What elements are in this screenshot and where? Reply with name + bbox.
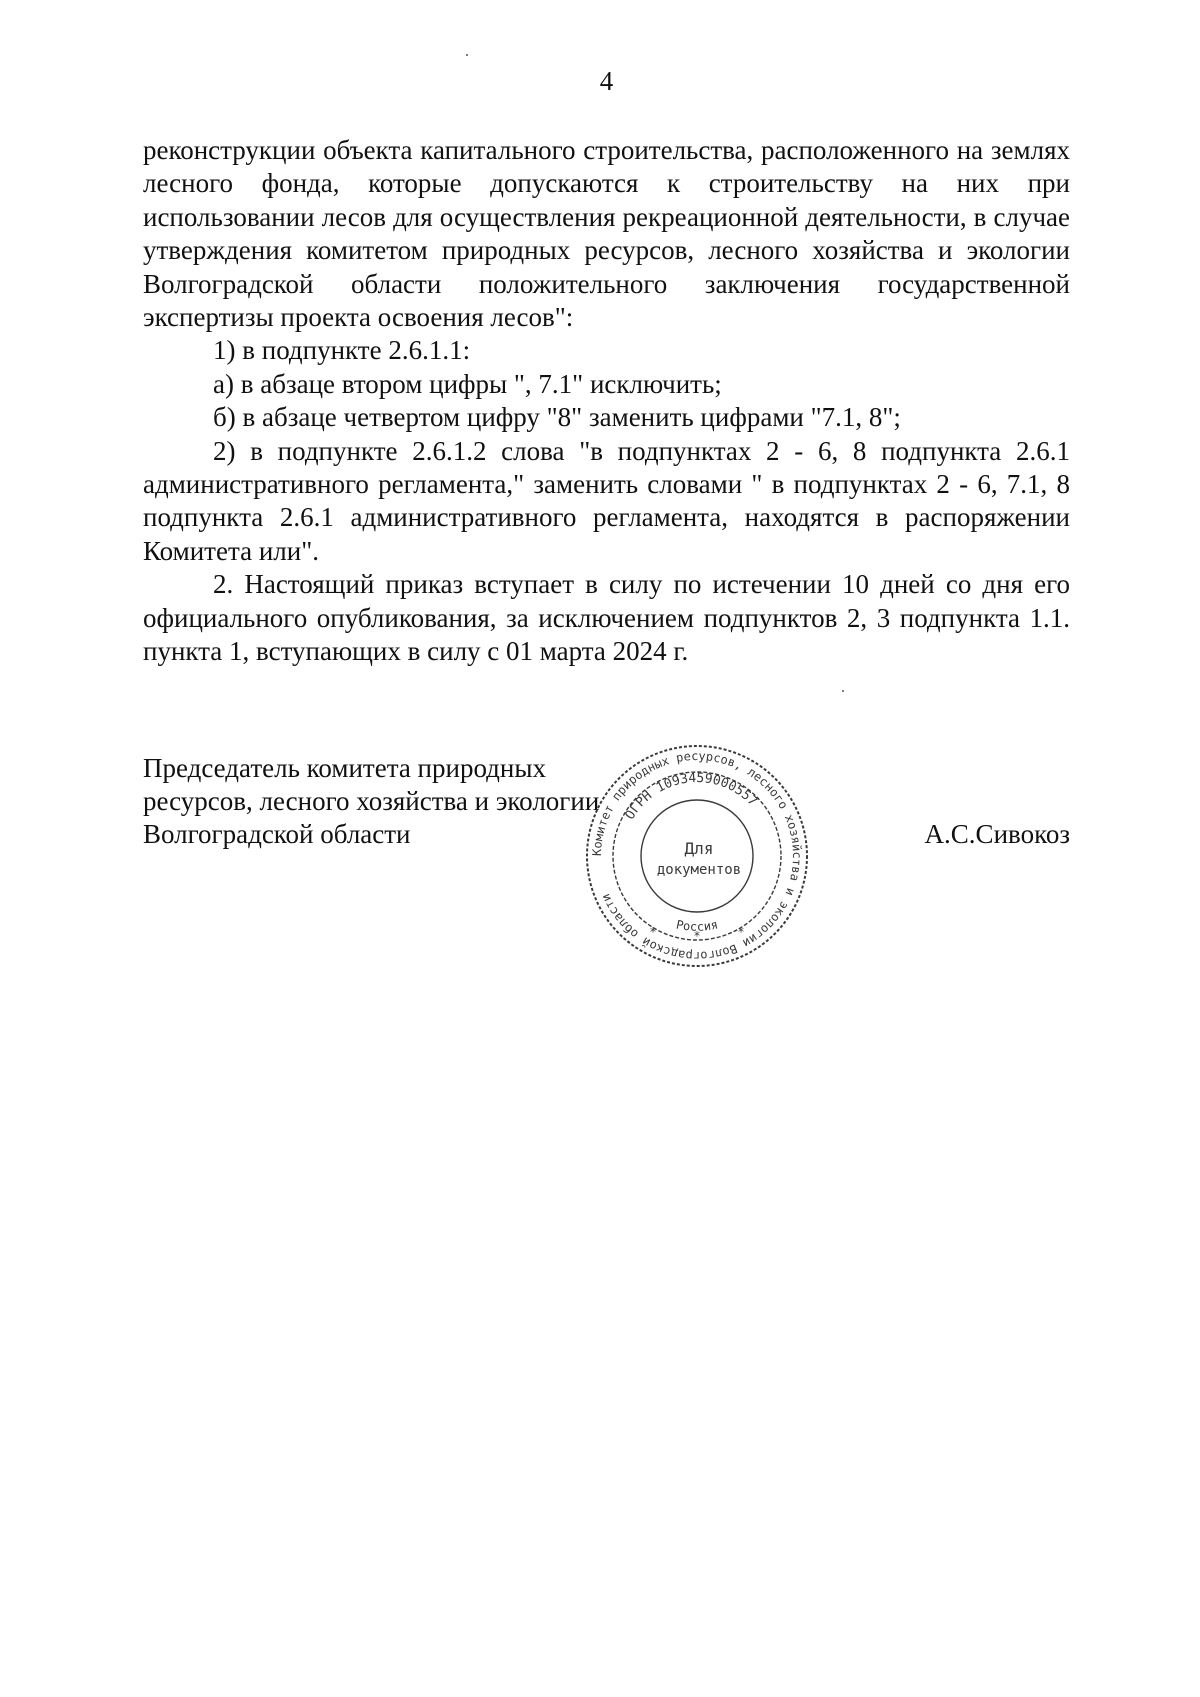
- signatory-title-line: Председатель комитета природных: [143, 753, 547, 783]
- paragraph-subitem-1: 1) в подпункте 2.6.1.1:: [213, 335, 471, 366]
- paragraph-subitem-2: 2) в подпункте 2.6.1.2 слова "в подпунктах 2 - 6, 8 подпункта 2.6.1 административного регламента," заменить словами " в подпунктах 2 - 6, 7.1, 8 подпункта 2.6.1 административного регламента, находятся в распоряжении Комитета или".: [143, 435, 1070, 566]
- page-number: 4: [599, 66, 614, 96]
- signatory-title-line: Волгоградской области: [143, 819, 411, 849]
- paragraph-item-2: 2. Настоящий приказ вступает в силу по истечении 10 дней со дня его официального опубликования, за исключением подпунктов 2, 3 подпункта 1.1. пункта 1, вступающих в силу с 01 марта 2024 г.: [143, 569, 1070, 667]
- stamp-ogrn-text: ОГРН 1093459000557: [622, 770, 760, 823]
- stamp-bottom-text: Россия: [674, 917, 720, 934]
- signatory-name: А.С.Сивокоз: [924, 819, 1070, 849]
- official-stamp: [583, 742, 811, 970]
- star-icon: *: [694, 929, 700, 943]
- stamp-center-line-1: Для: [684, 839, 714, 858]
- star-icon: *: [650, 925, 656, 939]
- star-icon: *: [738, 925, 744, 939]
- scan-speck: [842, 690, 844, 692]
- document-body: [143, 134, 1070, 669]
- signatory-title: [143, 752, 599, 851]
- scan-speck: [466, 54, 468, 56]
- paragraph-subitem-b: б) в абзаце четвертом цифру "8" заменить цифрами "7.1, 8";: [213, 402, 901, 433]
- stamp-outer-text: Комитет природных ресурсов, лесного хозяйства и экологии Волгоградской области: [589, 748, 805, 964]
- signatory-title-line: ресурсов, лесного хозяйства и экологии: [143, 786, 600, 816]
- paragraph-subitem-a: а) в абзаце втором цифры ", 7.1" исключить;: [213, 368, 722, 399]
- stamp-center-line-2: документов: [656, 862, 742, 878]
- paragraph-continuation: реконструкции объекта капитального строительства, расположенного на землях лесного фонда, которые допускаются к строительству на них при использовании лесов для осуществления рекреационной деятельности, в случае утверждения комитетом природных ресурсов, лесного хозяйства и экологии Волгоградской области положительного заключения государственной экспертизы проекта освоения лесов":: [143, 135, 1070, 333]
